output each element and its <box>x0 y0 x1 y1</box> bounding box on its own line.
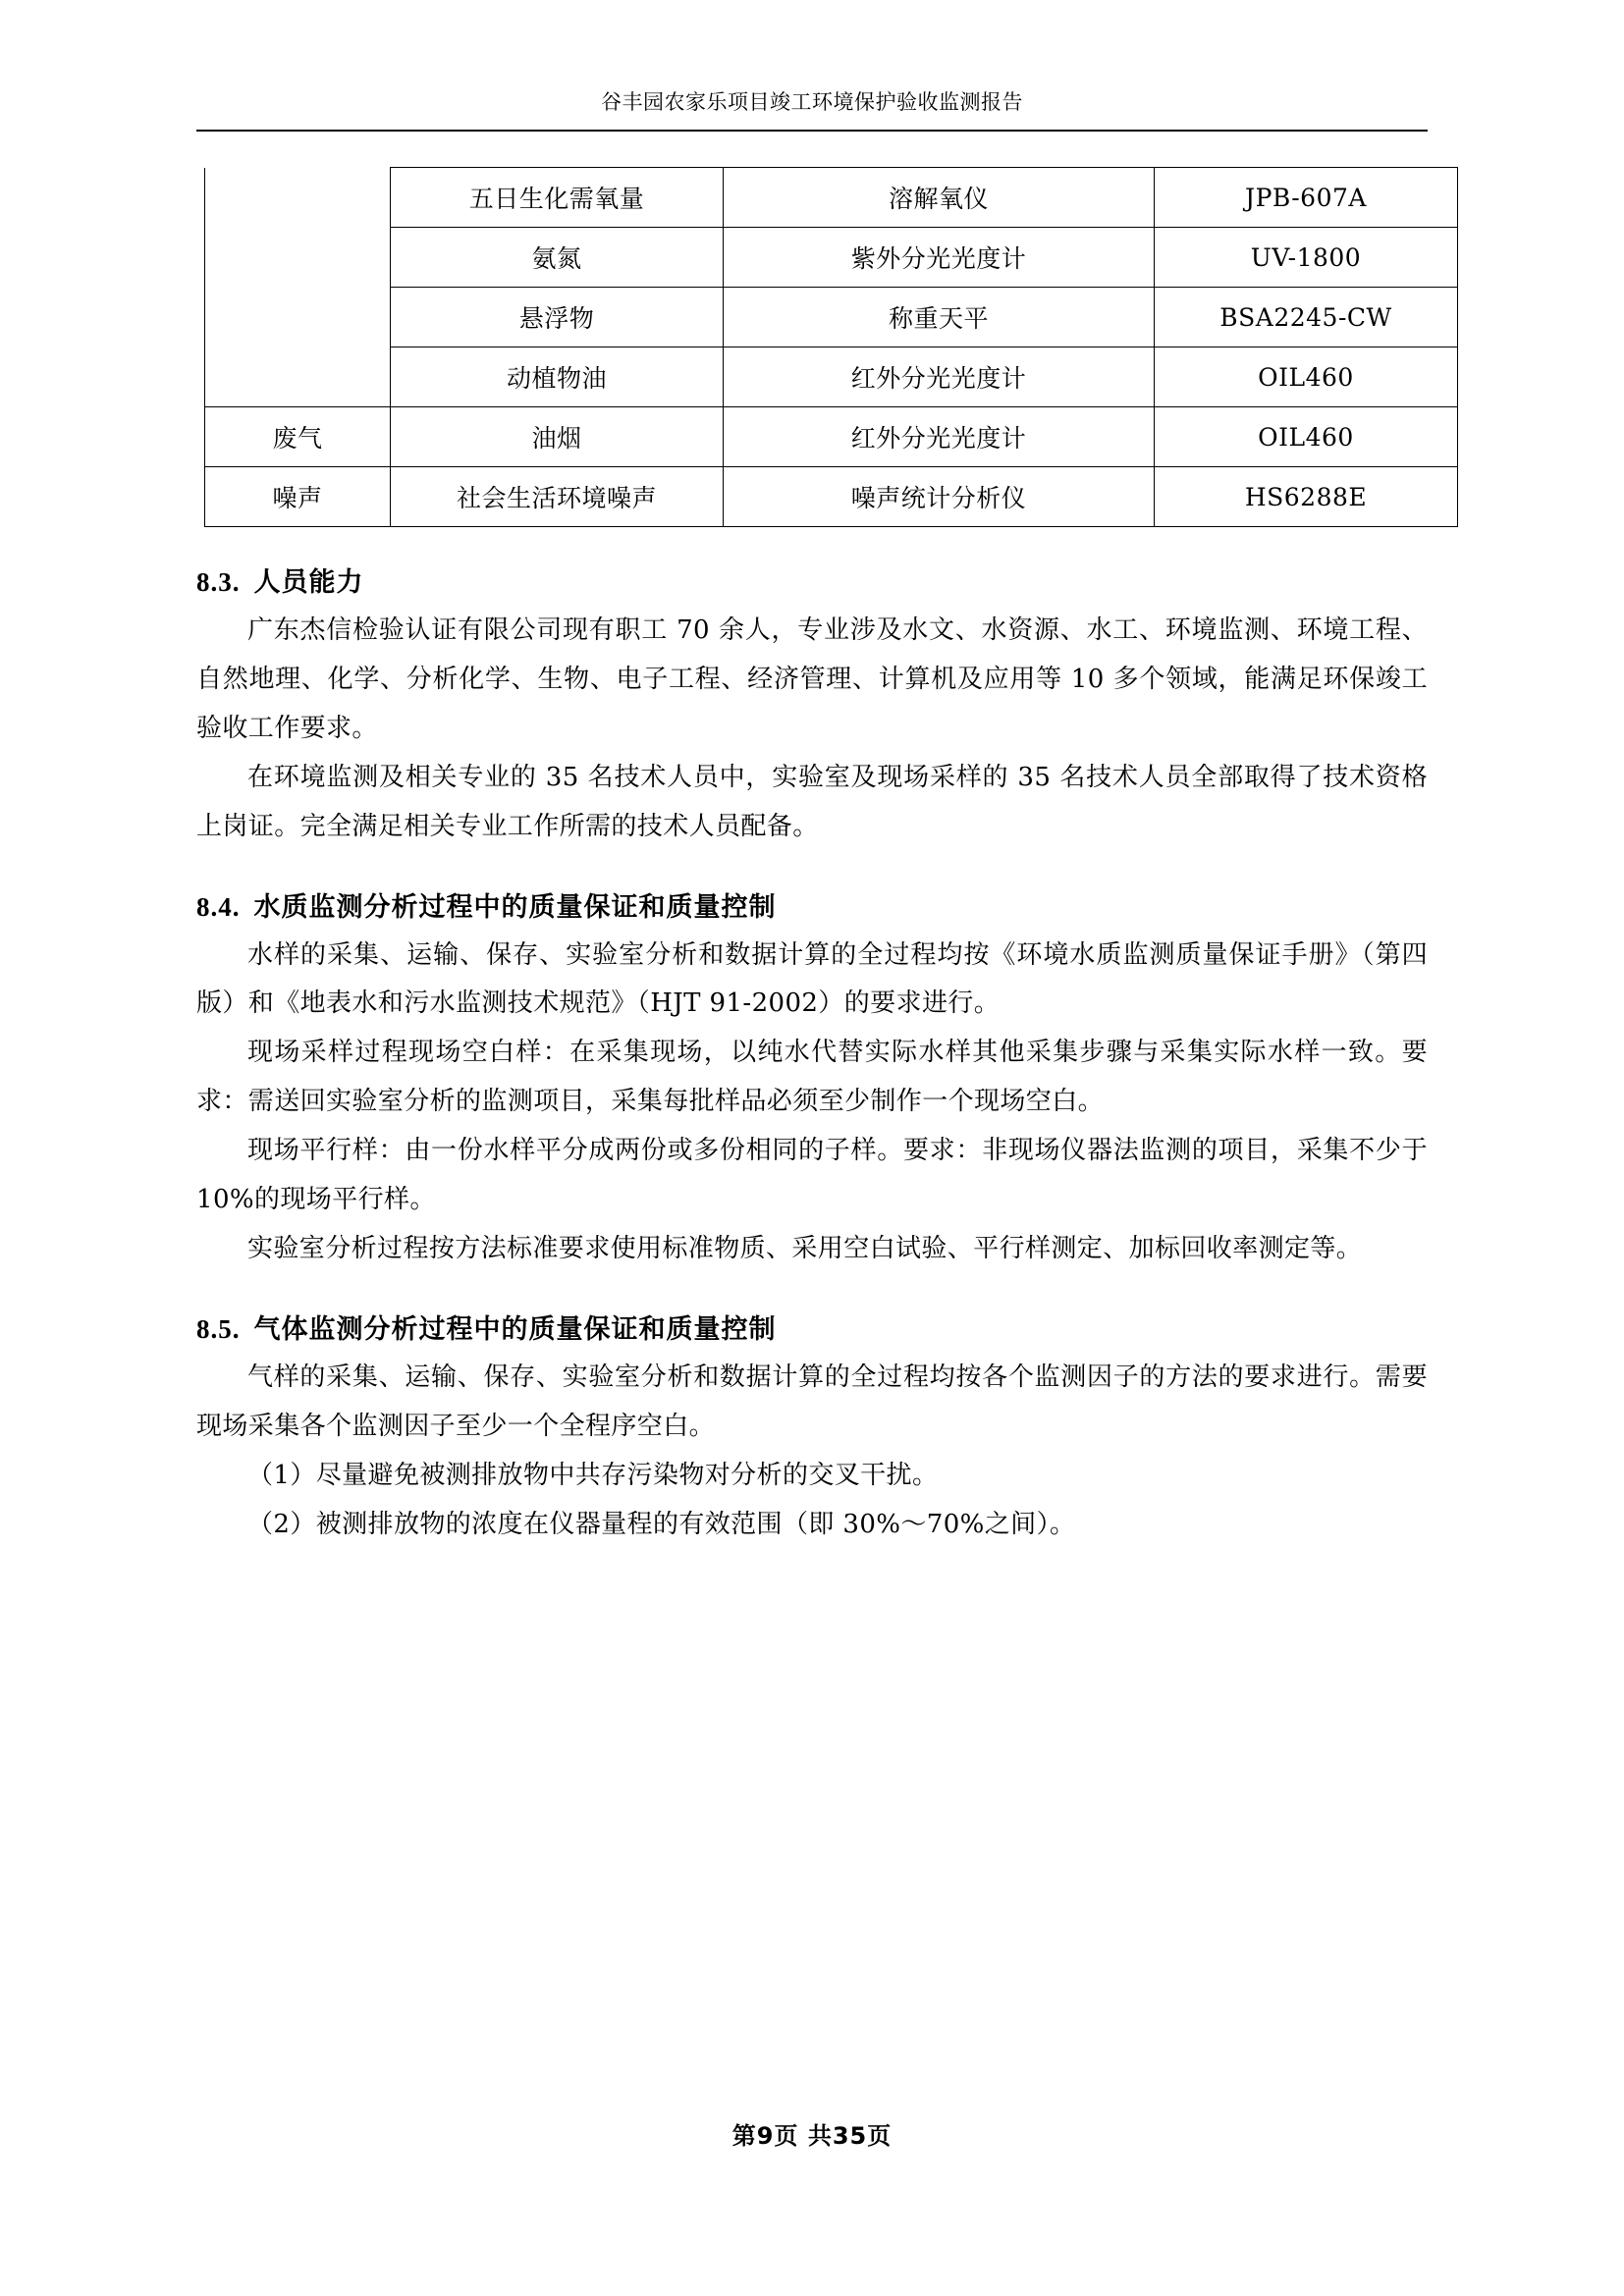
table-cell-item: 社会生活环境噪声 <box>391 467 724 527</box>
paragraph: 在环境监测及相关专业的 35 名技术人员中，实验室及现场采样的 35 名技术人员全部取得了技术资格上岗证。完全满足相关专业工作所需的技术人员配备。 <box>196 762 1428 841</box>
table-cell-model: OIL460 <box>1155 407 1458 467</box>
table-row <box>205 467 1458 527</box>
table-cell-category: 废气 <box>205 407 391 467</box>
table-row <box>205 347 1458 407</box>
table-cell-model: OIL460 <box>1155 347 1458 407</box>
table-row <box>205 407 1458 467</box>
table-cell-item: 悬浮物 <box>391 288 724 347</box>
table-cell-category <box>205 168 391 228</box>
section-title: 人员能力 <box>253 567 364 598</box>
instrument-table <box>204 167 1458 527</box>
section-heading-8-3 <box>196 561 1428 599</box>
paragraph: 水样的采集、运输、保存、实验室分析和数据计算的全过程均按《环境水质监测质量保证手册》（第四版）和《地表水和污水监测技术规范》（HJT 91-2002）的要求进行。 <box>196 939 1428 1019</box>
section-number: 8.3. <box>196 567 241 597</box>
header-divider <box>196 130 1428 132</box>
table-cell-model: HS6288E <box>1155 467 1458 527</box>
table-row <box>205 288 1458 347</box>
table-cell-item: 动植物油 <box>391 347 724 407</box>
table-cell-category: 噪声 <box>205 467 391 527</box>
paragraph: 实验室分析过程按方法标准要求使用标准物质、采用空白试验、平行样测定、加标回收率测定等。 <box>247 1233 1363 1263</box>
table-cell-category <box>205 347 391 407</box>
table-cell-item: 氨氮 <box>391 228 724 288</box>
table-cell-model: JPB-607A <box>1155 168 1458 228</box>
section-number: 8.5. <box>196 1313 241 1344</box>
table-cell-instrument: 称重天平 <box>724 288 1155 347</box>
table-cell-model: BSA2245-CW <box>1155 288 1458 347</box>
section-heading-8-4 <box>196 885 1428 924</box>
table-cell-instrument: 紫外分光光度计 <box>724 228 1155 288</box>
section-number: 8.4. <box>196 891 241 922</box>
paragraph: 气样的采集、运输、保存、实验室分析和数据计算的全过程均按各个监测因子的方法的要求进行。需要现场采集各个监测因子至少一个全程序空白。 <box>196 1362 1428 1441</box>
table-row <box>205 228 1458 288</box>
paragraph: （2）被测排放物的浓度在仪器量程的有效范围（即 30%～70%之间）。 <box>247 1509 1076 1539</box>
page-header <box>196 0 1428 116</box>
table-cell-instrument: 噪声统计分析仪 <box>724 467 1155 527</box>
paragraph: 广东杰信检验认证有限公司现有职工 70 余人，专业涉及水文、水资源、水工、环境监测、环境工程、自然地理、化学、分析化学、生物、电子工程、经济管理、计算机及应用等 10 多个领域，能满足环保竣工验收工作要求。 <box>196 615 1428 743</box>
table-cell-instrument: 溶解氧仪 <box>724 168 1155 228</box>
table-cell-category <box>205 288 391 347</box>
paragraph: （1）尽量避免被测排放物中共存污染物对分析的交叉干扰。 <box>247 1460 939 1490</box>
table-cell-model: UV-1800 <box>1155 228 1458 288</box>
section-heading-8-5 <box>196 1308 1428 1346</box>
table-cell-instrument: 红外分光光度计 <box>724 407 1155 467</box>
header-title: 谷丰园农家乐项目竣工环境保护验收监测报告 <box>601 90 1023 114</box>
section-title: 水质监测分析过程中的质量保证和质量控制 <box>253 891 777 923</box>
paragraph: 现场平行样：由一份水样平分成两份或多份相同的子样。要求：非现场仪器法监测的项目，采集不少于 10%的现场平行样。 <box>196 1136 1428 1215</box>
table-cell-item: 油烟 <box>391 407 724 467</box>
table-cell-category <box>205 228 391 288</box>
section-title: 气体监测分析过程中的质量保证和质量控制 <box>253 1313 777 1345</box>
table-row <box>205 168 1458 228</box>
table-cell-instrument: 红外分光光度计 <box>724 347 1155 407</box>
table-cell-item: 五日生化需氧量 <box>391 168 724 228</box>
page-footer: 第9页 共35页 <box>731 2122 893 2150</box>
paragraph: 现场采样过程现场空白样：在采集现场，以纯水代替实际水样其他采集步骤与采集实际水样一致。要求：需送回实验室分析的监测项目，采集每批样品必须至少制作一个现场空白。 <box>196 1038 1428 1117</box>
